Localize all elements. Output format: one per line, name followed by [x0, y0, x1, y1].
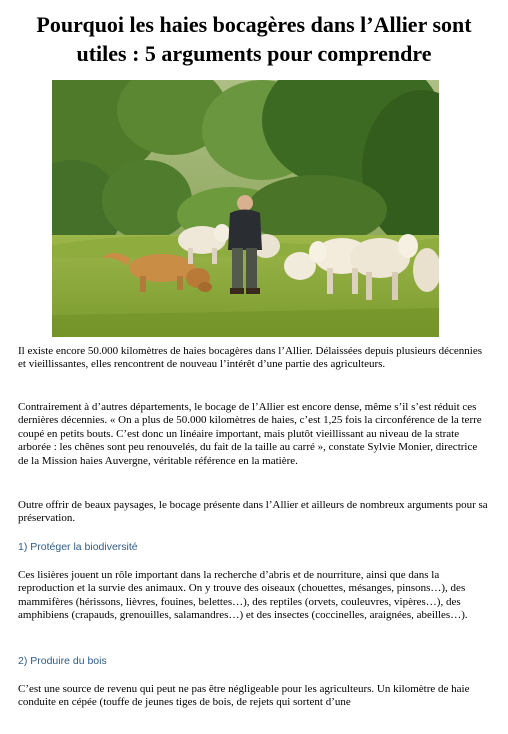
- section-text-wood: C’est une source de revenu qui peut ne pas être négligeable pour les agriculteurs. Un kilomètre de haie conduite en cépée (touffe de jeunes tiges de bois, de rejets qui sortent d’une: [18, 683, 470, 709]
- section-text-biodiversity: Ces lisières jouent un rôle important dans la recherche d’abris et de nourriture, ainsi que dans la reproduction et la survie des animaux. On y trouve des oiseaux (chouettes, mésanges, pinsons…), des mammifères (hérissons, lièvres, fouines, belettes…), des reptiles (orvets, couleuvres, vipères…), des amphibiens (crapauds, grenouilles, salamandres…) et des insectes (coccinelles, araignées, abeilles…).: [18, 569, 468, 622]
- section-heading-biodiversity: 1) Protéger la biodiversité: [18, 541, 138, 553]
- intro-paragraph: Il existe encore 50.000 kilomètres de haies bocagères dans l’Allier. Délaissées depuis plusieurs décennies et vieillissantes, elles rencontrent de nouveau l’intérêt d’une partie des agriculteurs.: [18, 345, 482, 371]
- body-paragraph: Contrairement à d’autres départements, le bocage de l’Allier est encore dense, même s’il s’est réduit ces dernières décennies. « On a plus de 50.000 kilomètres de haies, c’est 1,25 fois la circonférence de la terre coupé en petits bouts. C’est donc un linéaire important, mais plutôt vieillissant au niveau de la strate arborée : les chênes sont peu renouvelés, du fait de la taille au carré », constate Sylvie Monier, directrice de la Mission haies Auvergne, véritable référence en la matière.: [18, 401, 482, 467]
- section-heading-wood: 2) Produire du bois: [18, 655, 107, 667]
- article-photo: [52, 80, 439, 337]
- article-title: Pourquoi les haies bocagères dans l’Allier sont utiles : 5 arguments pour comprendre: [36, 12, 472, 66]
- body-paragraph: Outre offrir de beaux paysages, le bocage présente dans l’Allier et ailleurs de nombreux arguments pour sa préservation.: [18, 499, 488, 525]
